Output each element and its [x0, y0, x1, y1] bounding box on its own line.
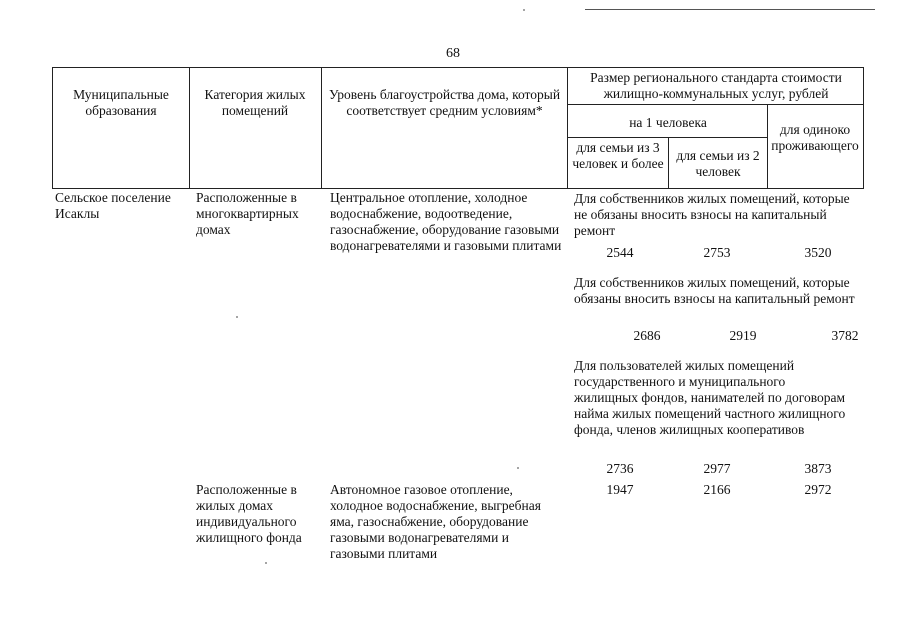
- col-divider-3: [567, 67, 568, 189]
- value-family2: 2166: [703, 482, 731, 497]
- col-divider-5: [767, 104, 768, 189]
- subheader-border-2: [567, 137, 767, 138]
- scan-speck: [523, 9, 525, 11]
- value-family3: 2686: [633, 328, 661, 343]
- level-cell: Центральное отопление, холодное водоснабжение, водоотведение, газоснабжение, оборудование газовыми водонагревателями и газовыми плитами: [330, 190, 562, 253]
- table-left-border: [52, 67, 53, 189]
- table-header-bottom-border: [52, 188, 864, 189]
- scan-speck: [517, 467, 519, 469]
- group-label: Для собственников жилых помещений, которые не обязаны вносить взносы на капитальный ремонт: [574, 191, 850, 238]
- table-top-border: [52, 67, 864, 68]
- category-cell: Расположенные в жилых домах индивидуального жилищного фонда: [196, 482, 302, 545]
- category-cell: Расположенные в многоквартирных домах: [196, 190, 299, 237]
- header-family-3: для семьи из 3 человек и более: [572, 140, 664, 171]
- value-single: 3782: [831, 328, 859, 343]
- scan-speck: [265, 562, 267, 564]
- value-family3: 2736: [606, 461, 634, 476]
- value-family3: 1947: [606, 482, 634, 497]
- value-single: 3520: [804, 245, 832, 260]
- col-divider-4: [668, 137, 669, 189]
- col-divider-1: [189, 67, 190, 189]
- table-right-border: [863, 67, 864, 189]
- value-family2: 2977: [703, 461, 731, 476]
- col-divider-2: [321, 67, 322, 189]
- scan-speck: [236, 316, 238, 318]
- header-category: Категория жилых помещений: [204, 87, 306, 118]
- level-cell: Автономное газовое отопление, холодное водоснабжение, выгребная яма, газоснабжение, оборудование газовыми водонагревателями и газовыми плитами: [330, 482, 541, 561]
- value-family2: 2753: [703, 245, 731, 260]
- value-family2: 2919: [729, 328, 757, 343]
- header-standard: Размер регионального стандарта стоимости жилищно-коммунальных услуг, рублей: [590, 70, 842, 101]
- municipality-cell: Сельское поселение Исаклы: [55, 190, 171, 221]
- page-number: 68: [446, 46, 460, 61]
- header-per-person: на 1 человека: [629, 115, 707, 130]
- header-level: Уровень благоустройства дома, который соответствует средним условиям*: [328, 87, 561, 118]
- value-single: 3873: [804, 461, 832, 476]
- top-rule: [585, 9, 875, 10]
- header-municipality: Муниципальные образования: [73, 87, 169, 118]
- subheader-border: [567, 104, 864, 105]
- group-label: Для собственников жилых помещений, которые обязаны вносить взносы на капитальный ремонт: [574, 275, 855, 306]
- value-family3: 2544: [606, 245, 634, 260]
- group-label: Для пользователей жилых помещений государственного и муниципального жилищных фондов, нанимателей по договорам найма жилых помещений частного жилищного фонда, членов жилищных кооперативов: [574, 358, 846, 437]
- value-single: 2972: [804, 482, 832, 497]
- header-single: для одиноко проживающего: [771, 122, 859, 153]
- header-family-2: для семьи из 2 человек: [676, 148, 760, 179]
